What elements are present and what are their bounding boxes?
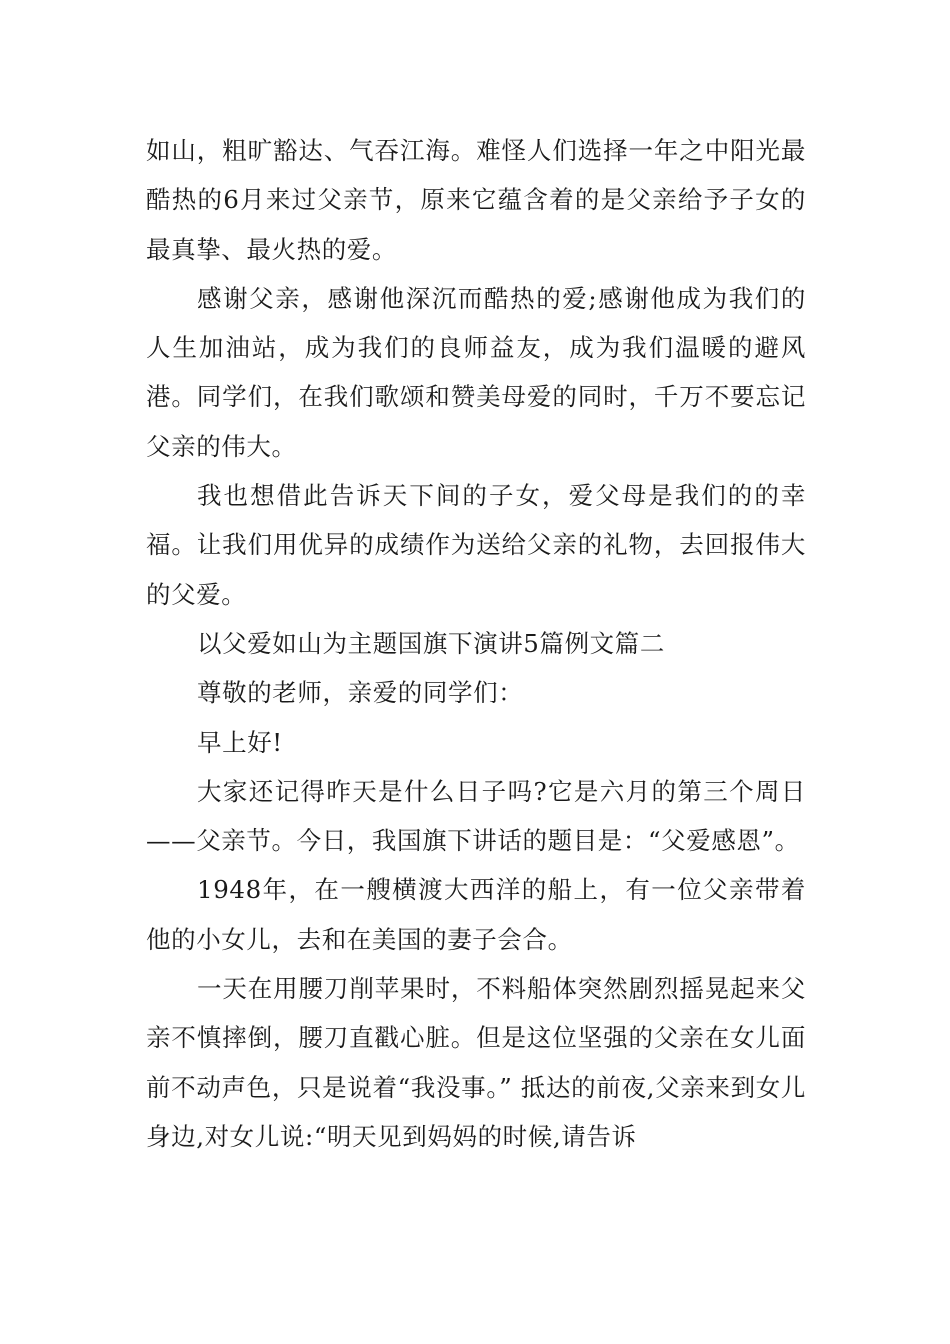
salutation: 尊敬的老师，亲爱的同学们：: [197, 678, 524, 708]
greeting: 早上好!: [197, 727, 283, 757]
paragraph-fathers-day: 大家还记得昨天是什么日子吗?它是六月的第三个周日——父亲节。今日，我国旗下讲话的题目是：“父爱感恩”。: [146, 776, 806, 856]
document-body: [146, 126, 806, 1161]
paragraph-1948-ship: 1948年，在一艘横渡大西洋的船上，有一位父亲带着他的小女儿，去和在美国的妻子会合。: [146, 875, 806, 954]
section-title: 以父爱如山为主题国旗下演讲5篇例文篇二: [197, 628, 665, 658]
paragraph-thanks-father: 感谢父亲，感谢他深沉而酷热的爱;感谢他成为我们的人生加油站，成为我们的良师益友，成为我们温暖的避风港。同学们，在我们歌颂和赞美母爱的同时，千万不要忘记父亲的伟大。: [146, 283, 806, 461]
paragraph-wish-to-children: 我也想借此告诉天下间的子女，爱父母是我们的的幸福。让我们用优异的成绩作为送给父亲的礼物，去回报伟大的父爱。: [146, 481, 806, 609]
paragraph-continuation: 如山，粗旷豁达、气吞江海。难怪人们选择一年之中阳光最酷热的6月来过父亲节，原来它蕴含着的是父亲给予子女的最真挚、最火热的爱。: [146, 136, 806, 264]
paragraph-story: 一天在用腰刀削苹果时，不料船体突然剧烈摇晃起来父亲不慎摔倒，腰刀直戳心脏。但是这位坚强的父亲在女儿面前不动声色，只是说着“我没事。” 抵达的前夜,父亲来到女儿身边,对女儿说:“明天见到妈妈的时候,请告诉: [146, 974, 806, 1151]
